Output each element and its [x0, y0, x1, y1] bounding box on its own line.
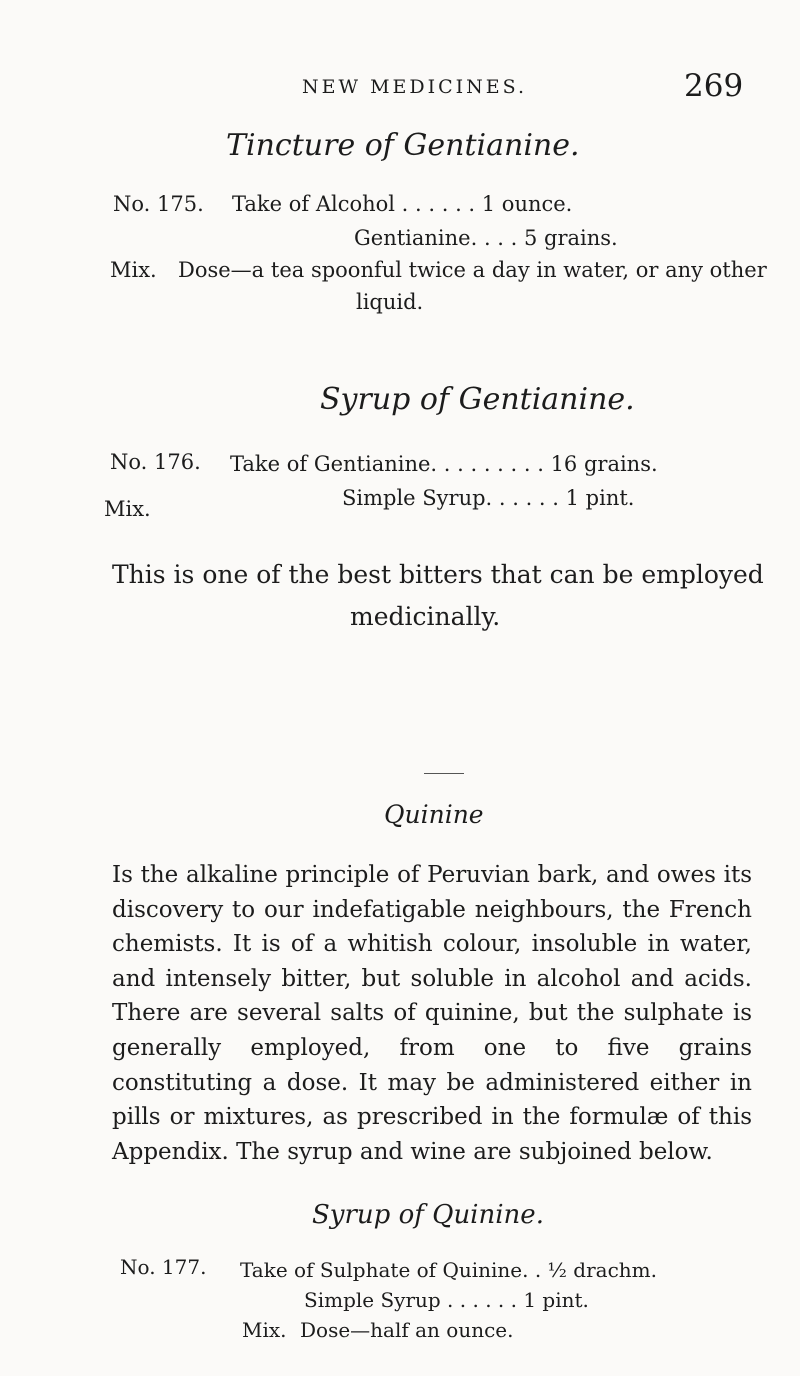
syrup-quinine-title: Syrup of Quinine. [312, 1200, 544, 1230]
syrup-quinine-mix: Mix. [242, 1318, 287, 1342]
tincture-dose-2: liquid. [356, 290, 424, 314]
running-title: NEW MEDICINES. [302, 76, 528, 98]
quinine-paragraph [112, 858, 752, 1169]
syrup-gentianine-line-1: Take of Gentianine. . . . . . . . . 16 grains. [230, 452, 658, 476]
syrup-quinine-dose: Dose—half an ounce. [300, 1318, 514, 1342]
syrup-gentianine-note-1: This is one of the best bitters that can be employed [112, 560, 764, 589]
syrup-quinine-line-1: Take of Sulphate of Quinine. . ½ drachm. [240, 1258, 657, 1282]
tincture-mix: Mix. [110, 258, 157, 282]
recipe-number-175: No. 175. [113, 192, 204, 216]
tincture-line-1: Take of Alcohol . . . . . . 1 ounce. [232, 192, 573, 216]
syrup-gentianine-note-2: medicinally. [350, 602, 501, 631]
recipe-number-177: No. 177. [120, 1255, 207, 1279]
tincture-title: Tincture of Gentianine. [226, 128, 580, 163]
syrup-gentianine-line-2: Simple Syrup. . . . . . 1 pint. [342, 486, 635, 510]
quinine-title: Quinine [384, 800, 484, 829]
syrup-gentianine-title: Syrup of Gentianine. [320, 382, 635, 417]
syrup-quinine-line-2: Simple Syrup . . . . . . 1 pint. [304, 1288, 589, 1312]
running-head [0, 68, 800, 114]
tincture-dose-1: Dose—a tea spoonful twice a day in water, or any other [178, 258, 767, 282]
syrup-gentianine-mix: Mix. [104, 497, 151, 521]
quinine-paragraph-text: Is the alkaline principle of Peruvian bark, and owes its discovery to our indefatigable neighbours, the French chemists. It is of a whitish colour, insoluble in water, and intensely bitter, but soluble in alcohol and acids. There are several salts of quinine, but the sulphate is generally employed, from one to five grains constituting a dose. It may be administered either in pills or mixtures, as prescribed in the formulæ of this Appendix. The syrup and wine are subjoined below. [112, 862, 752, 1165]
page-number: 269 [684, 68, 744, 104]
recipe-number-176: No. 176. [110, 450, 201, 474]
tincture-line-2: Gentianine. . . . 5 grains. [354, 226, 618, 250]
section-divider [424, 773, 464, 774]
